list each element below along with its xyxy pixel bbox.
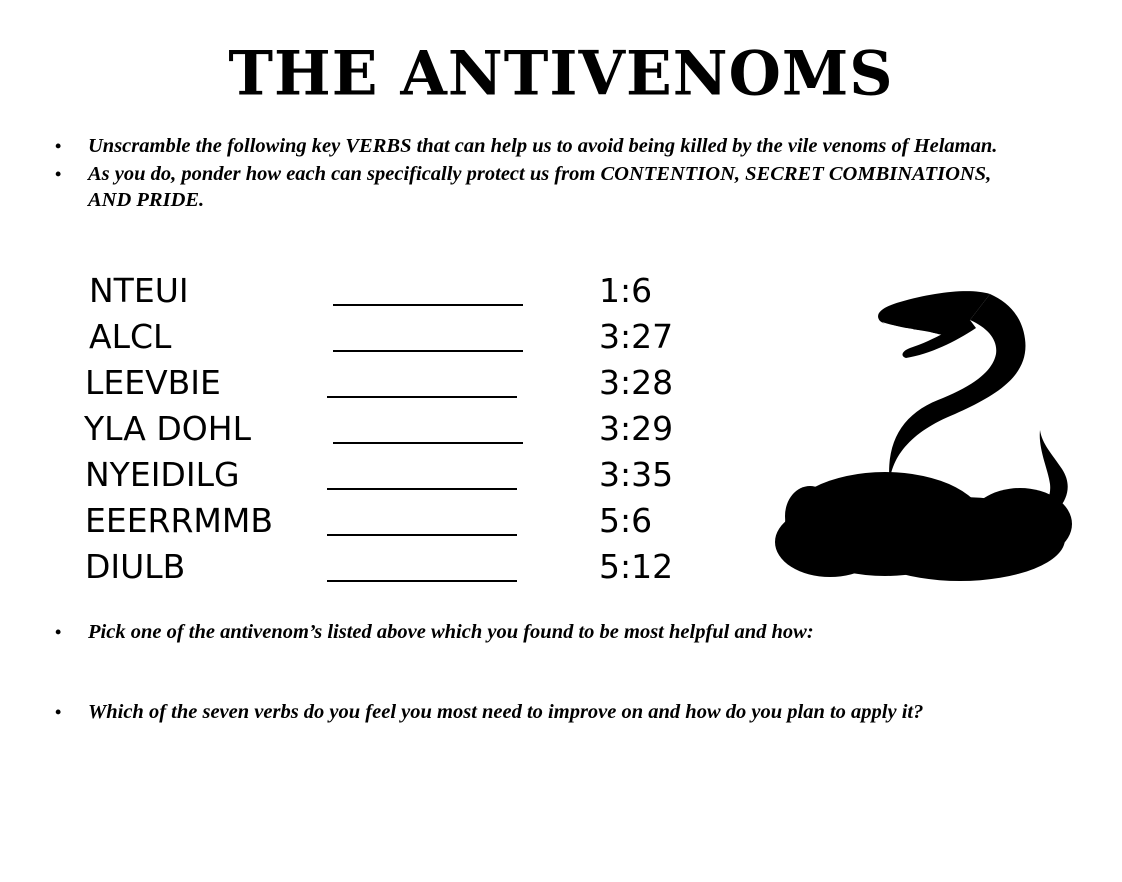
answer-blank bbox=[327, 534, 517, 536]
answer-blank bbox=[333, 350, 523, 352]
answer-blank bbox=[333, 304, 523, 306]
scrambled-word: NTEUI bbox=[89, 271, 189, 310]
instruction-item: • Unscramble the following key VERBS that can help us to avoid being killed by the vile venoms of Helaman. bbox=[0, 133, 1122, 159]
scripture-reference: 3:29 bbox=[599, 409, 674, 448]
instruction-item: • As you do, ponder how each can specifically protect us from CONTENTION, SECRET COMBINATIONS, AND PRIDE. bbox=[0, 161, 1122, 213]
scripture-reference: 1:6 bbox=[599, 271, 653, 310]
answer-blank bbox=[333, 442, 523, 444]
question-list bbox=[0, 619, 1122, 645]
scrambled-word: ALCL bbox=[89, 317, 172, 356]
scrambled-word: LEEVBIE bbox=[85, 363, 221, 402]
scrambled-word: DIULB bbox=[85, 547, 186, 586]
scrambled-word: YLA DOHL bbox=[84, 409, 251, 448]
snake-icon bbox=[770, 284, 1080, 584]
page-title: THE ANTIVENOMS bbox=[228, 38, 894, 110]
scripture-reference: 5:6 bbox=[599, 501, 653, 540]
answer-blank bbox=[327, 488, 517, 490]
question-item: • Pick one of the antivenom’s listed above which you found to be most helpful and how: bbox=[0, 619, 1122, 645]
answer-blank bbox=[327, 396, 517, 398]
scripture-reference: 3:28 bbox=[599, 363, 674, 402]
scrambled-word: EEERRMMB bbox=[85, 501, 273, 540]
scripture-reference: 3:27 bbox=[599, 317, 674, 356]
question-item: • Which of the seven verbs do you feel you most need to improve on and how do you plan to apply it? bbox=[0, 699, 1122, 725]
question-list bbox=[0, 699, 1122, 725]
scripture-reference: 5:12 bbox=[599, 547, 674, 586]
answer-blank bbox=[327, 580, 517, 582]
scrambled-word: NYEIDILG bbox=[85, 455, 240, 494]
scripture-reference: 3:35 bbox=[599, 455, 674, 494]
instructions-list bbox=[0, 133, 1122, 213]
